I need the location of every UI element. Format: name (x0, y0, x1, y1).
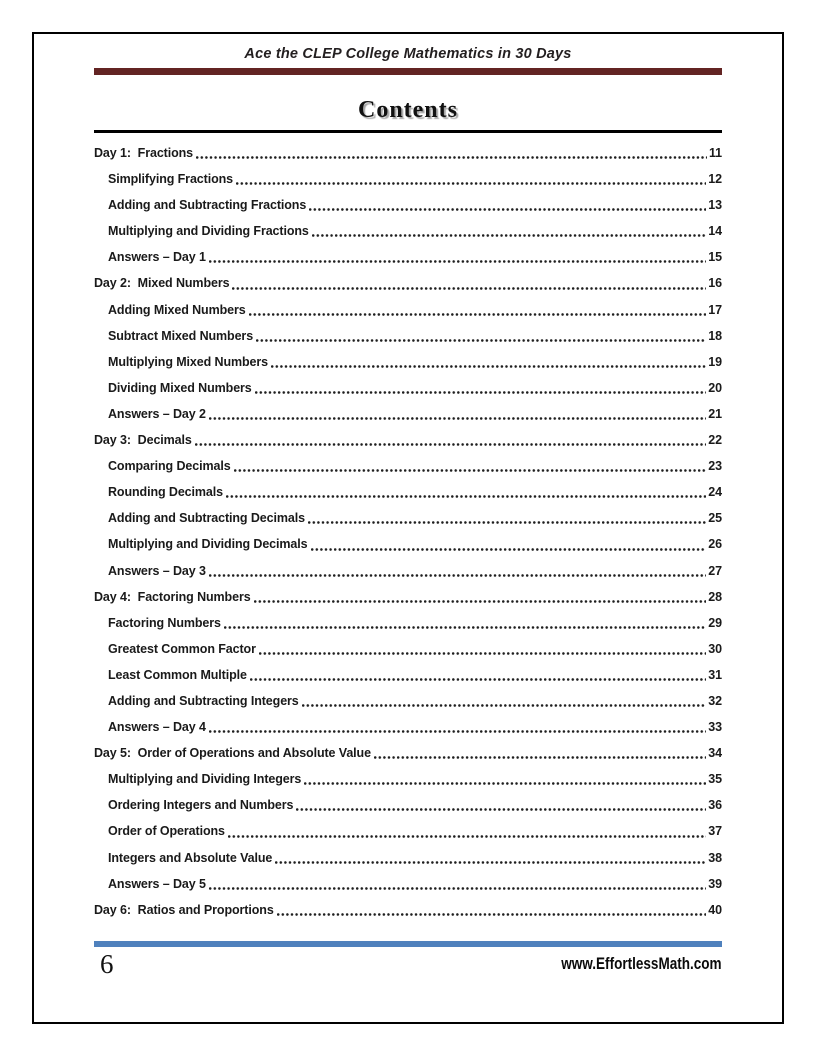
toc-entry-label: Answers – Day 5 (108, 876, 206, 891)
toc-entry (94, 688, 722, 714)
toc-dot-leader (234, 469, 707, 472)
toc-dot-leader (209, 887, 706, 890)
toc-dot-leader (209, 730, 706, 733)
toc-entry-label: Answers – Day 3 (108, 563, 206, 578)
toc-entry (94, 375, 722, 401)
toc-dot-leader (226, 495, 706, 498)
toc-entry-label: Adding and Subtracting Decimals (108, 511, 305, 526)
contents-heading-rule (94, 130, 722, 133)
toc-entry-page: 21 (708, 406, 722, 421)
running-header-title: Ace the CLEP College Mathematics in 30 Days (244, 46, 572, 62)
toc-entry-label: Answers – Day 1 (108, 250, 206, 265)
toc-entry (94, 166, 722, 192)
toc-dot-leader (271, 365, 706, 368)
toc-entry-page: 23 (708, 459, 722, 474)
header-divider-bar (94, 68, 722, 75)
toc-entry (94, 401, 722, 427)
toc-entry-page: 28 (708, 589, 722, 604)
toc-entry-page: 18 (708, 328, 722, 343)
toc-entry (94, 792, 722, 818)
toc-entry-page: 29 (708, 615, 722, 630)
toc-entry-label: Least Common Multiple (108, 667, 247, 682)
toc-entry-label: Factoring Numbers (108, 615, 221, 630)
toc-entry-page: 13 (708, 198, 722, 213)
toc-entry-page: 30 (708, 641, 722, 656)
toc-entry-page: 19 (708, 354, 722, 369)
toc-entry-label: Adding and Subtracting Fractions (108, 198, 307, 213)
toc-entry (94, 766, 722, 792)
toc-entry-label: Adding Mixed Numbers (108, 302, 246, 317)
toc-entry-label: Multiplying and Dividing Fractions (108, 224, 309, 239)
toc-entry-page: 20 (708, 380, 722, 395)
toc-entry-label: Comparing Decimals (108, 459, 231, 474)
footer-divider-bar (94, 941, 722, 947)
toc-entry-page: 26 (708, 537, 722, 552)
toc-entry-page: 14 (708, 224, 722, 239)
toc-entry-label: Day 6: Ratios and Proportions (94, 902, 274, 917)
toc-entry-label: Rounding Decimals (108, 485, 223, 500)
toc-entry-label: Subtract Mixed Numbers (108, 328, 254, 343)
table-of-contents (94, 140, 722, 923)
toc-dot-leader (277, 913, 707, 916)
toc-dot-leader (195, 443, 707, 446)
toc-dot-leader (255, 391, 707, 394)
toc-dot-leader (249, 313, 707, 316)
toc-dot-leader (209, 574, 706, 577)
toc-entry-page: 11 (708, 146, 722, 160)
toc-dot-leader (250, 678, 706, 681)
toc-entry-page: 24 (708, 485, 722, 500)
toc-dot-leader (296, 808, 706, 811)
toc-dot-leader (308, 521, 706, 524)
toc-entry-page: 33 (708, 720, 722, 735)
toc-entry-page: 22 (708, 433, 722, 448)
toc-entry (94, 453, 722, 479)
toc-entry-label: Day 2: Mixed Numbers (94, 276, 230, 291)
toc-entry-page: 40 (708, 902, 722, 917)
toc-entry (94, 636, 722, 662)
toc-dot-leader (311, 548, 707, 551)
toc-entry-label: Day 3: Decimals (94, 433, 192, 448)
toc-entry (94, 427, 722, 453)
toc-entry-label: Answers – Day 4 (108, 720, 206, 735)
toc-entry-page: 39 (708, 876, 722, 891)
toc-entry (94, 192, 722, 218)
toc-entry-page: 34 (708, 746, 722, 761)
toc-dot-leader (374, 756, 706, 759)
toc-entry (94, 270, 722, 296)
toc-entry-page: 17 (708, 302, 722, 317)
toc-entry (94, 244, 722, 270)
toc-entry-page: 37 (708, 824, 722, 839)
toc-dot-leader (304, 782, 706, 785)
toc-entry (94, 818, 722, 844)
toc-entry (94, 871, 722, 897)
toc-entry-label: Integers and Absolute Value (108, 850, 273, 865)
toc-entry (94, 531, 722, 557)
toc-dot-leader (236, 182, 706, 185)
toc-entry-label: Multiplying Mixed Numbers (108, 354, 269, 369)
toc-entry-page: 36 (708, 798, 722, 813)
toc-dot-leader (302, 704, 707, 707)
toc-dot-leader (254, 600, 707, 603)
toc-entry-page: 35 (708, 772, 722, 787)
toc-entry (94, 140, 722, 166)
toc-entry (94, 558, 722, 584)
toc-entry-page: 15 (708, 250, 722, 265)
toc-dot-leader (309, 208, 706, 211)
toc-entry-label: Dividing Mixed Numbers (108, 380, 252, 395)
website-link[interactable]: www.EffortlessMath.com (561, 955, 722, 973)
page-number: 6 (100, 949, 114, 979)
toc-entry (94, 714, 722, 740)
toc-entry (94, 479, 722, 505)
toc-entry-page: 16 (708, 276, 722, 291)
toc-entry-label: Day 1: Fractions (94, 146, 194, 160)
toc-dot-leader (259, 652, 706, 655)
toc-entry-page: 25 (708, 511, 722, 526)
toc-entry-page: 27 (708, 563, 722, 578)
toc-entry-label: Answers – Day 2 (108, 406, 206, 421)
toc-entry-label: Multiplying and Dividing Integers (108, 772, 302, 787)
contents-heading: Contents (357, 97, 458, 123)
toc-entry-label: Multiplying and Dividing Decimals (108, 537, 308, 552)
toc-entry-page: 31 (708, 667, 722, 682)
toc-dot-leader (224, 626, 706, 629)
toc-dot-leader (196, 156, 707, 159)
toc-entry (94, 323, 722, 349)
toc-entry-label: Day 5: Order of Operations and Absolute Value (94, 746, 371, 761)
toc-entry (94, 218, 722, 244)
toc-entry (94, 662, 722, 688)
toc-entry-label: Ordering Integers and Numbers (108, 798, 294, 813)
toc-entry (94, 297, 722, 323)
toc-entry (94, 349, 722, 375)
toc-entry (94, 740, 722, 766)
toc-dot-leader (232, 287, 706, 290)
toc-entry-label: Simplifying Fractions (108, 172, 233, 187)
toc-entry (94, 897, 722, 923)
toc-dot-leader (209, 417, 706, 420)
toc-entry-label: Adding and Subtracting Integers (108, 693, 299, 708)
toc-entry-page: 38 (708, 850, 722, 865)
toc-entry (94, 845, 722, 871)
toc-entry (94, 610, 722, 636)
toc-dot-leader (209, 260, 706, 263)
toc-entry-label: Order of Operations (108, 824, 225, 839)
toc-entry (94, 584, 722, 610)
toc-dot-leader (228, 835, 706, 838)
toc-dot-leader (256, 339, 706, 342)
toc-dot-leader (312, 234, 707, 237)
toc-entry-page: 12 (708, 172, 722, 187)
toc-dot-leader (275, 861, 706, 864)
toc-entry-label: Day 4: Factoring Numbers (94, 589, 251, 604)
toc-entry-label: Greatest Common Factor (108, 641, 256, 656)
toc-entry-page: 32 (708, 693, 722, 708)
toc-entry (94, 505, 722, 531)
